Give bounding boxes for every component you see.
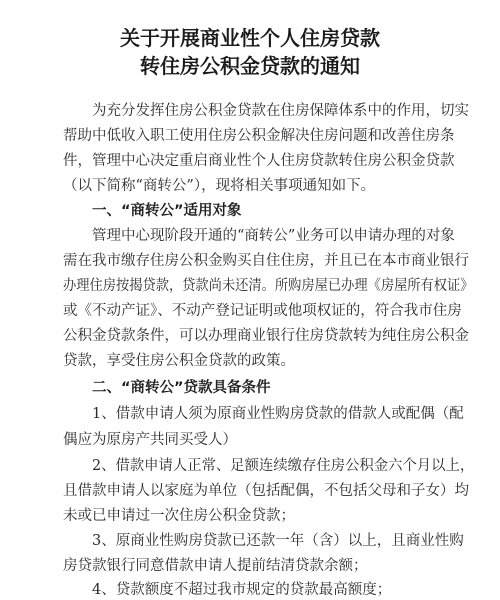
intro-line-1: 为充分发挥住房公积金贷款在住房保障体系中的作用，切实 <box>92 103 469 119</box>
section-1-line-1: 管理中心现阶段开通的“商转公”业务可以申请办理的对象 <box>92 228 455 244</box>
section-2-item-3-line-2: 房贷款银行同意借款申请人提前结清贷款余额； <box>63 558 368 574</box>
intro-line-4: （以下简称“商转公”），现将相关事项通知如下。 <box>63 178 376 194</box>
section-1-line-2: 需在我市缴存住房公积金购买自住住房，并且已在本市商业银行 <box>63 253 469 269</box>
section-2-item-1-line-1: 1、借款申请人须为原商业性购房贷款的借款人或配偶（配 <box>92 406 464 422</box>
intro-line-3: 件，管理中心决定重启商业性个人住房贷款转住房公积金贷款 <box>63 153 455 169</box>
section-2-item-3-line-1: 3、原商业性购房贷款已还款一年（含）以上，且商业性购 <box>92 533 464 549</box>
section-1-line-5: 公积金贷款条件，可以办理商业银行住房贷款转为纯住房公积金 <box>63 328 469 344</box>
document-title-line-2: 转住房公积金贷款的通知 <box>140 54 360 78</box>
intro-line-2: 帮助中低收入职工使用住房公积金解决住房问题和改善住房条 <box>63 128 455 144</box>
section-2-item-1-line-2: 偶应为原房产共同买受人） <box>63 432 237 448</box>
section-2-item-2-line-1: 2、借款申请人正常、足额连续缴存住房公积金六个月以上， <box>92 458 475 474</box>
section-2-item-4-line-1: 4、贷款额度不超过我市规定的贷款最高额度； <box>92 582 392 598</box>
section-1-line-4: 或《不动产证》、不动产登记证明或他项权证的，符合我市住房 <box>63 303 462 319</box>
document-title-line-1: 关于开展商业性个人住房贷款 <box>120 26 380 50</box>
section-1-line-6: 贷款，享受住房公积金贷款的政策。 <box>63 353 295 369</box>
section-2-item-2-line-3: 未或已申请过一次住房公积金贷款； <box>63 508 295 524</box>
section-1-heading: 一、“商转公”适用对象 <box>92 203 242 219</box>
section-2-item-2-line-2: 且借款申请人以家庭为单位（包括配偶，不包括父母和子女）均 <box>63 483 469 499</box>
section-1-line-3: 办理住房按揭贷款，贷款尚未还清。所购房屋已办理《房屋所有权证》 <box>63 278 474 294</box>
section-2-heading: 二、“商转公”贷款具备条件 <box>92 380 271 396</box>
